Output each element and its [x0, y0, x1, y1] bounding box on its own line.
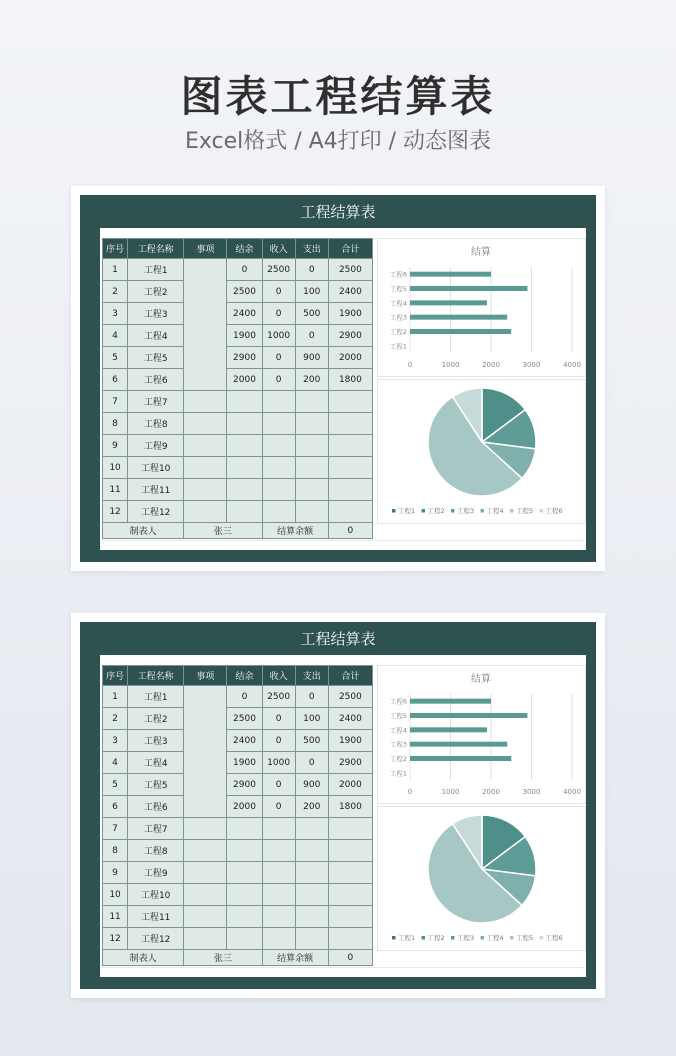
table-row [103, 479, 373, 501]
table-cell[interactable] [262, 479, 295, 501]
table-cell[interactable]: 0 [262, 796, 295, 818]
legend-swatch [422, 936, 426, 940]
legend-label: 工程6 [545, 934, 563, 942]
table-cell[interactable]: 0 [262, 347, 295, 369]
table-cell[interactable]: 100 [295, 708, 328, 730]
table-cell[interactable]: 工程7 [128, 391, 184, 413]
table-cell[interactable]: 1900 [227, 752, 262, 774]
table-cell[interactable]: 0 [295, 686, 328, 708]
table-cell[interactable] [295, 457, 328, 479]
table-row [103, 730, 373, 752]
legend-label: 工程4 [486, 507, 504, 515]
column-header[interactable]: 工程名称 [128, 239, 184, 259]
table-cell[interactable]: 1 [103, 259, 128, 281]
legend-label: 工程4 [486, 934, 504, 942]
table-cell[interactable] [328, 391, 372, 413]
table-cell[interactable]: 1800 [328, 796, 372, 818]
table-cell[interactable] [184, 413, 227, 435]
table-cell[interactable] [328, 906, 372, 928]
y-category-label: 工程1 [389, 769, 407, 778]
column-header[interactable]: 收入 [262, 239, 295, 259]
table-cell[interactable] [262, 413, 295, 435]
table-row [103, 686, 373, 708]
table-cell[interactable] [295, 862, 328, 884]
table-cell[interactable]: 1000 [262, 325, 295, 347]
bar [410, 315, 507, 320]
table-cell[interactable] [262, 840, 295, 862]
legend-swatch [510, 509, 514, 513]
table-cell[interactable]: 2900 [227, 347, 262, 369]
sheet-preview-card [71, 613, 605, 998]
balance-value[interactable]: 0 [328, 950, 372, 966]
x-tick-label: 2000 [482, 788, 500, 796]
table-cell[interactable]: 10 [103, 884, 128, 906]
table-cell[interactable] [184, 884, 227, 906]
legend-label: 工程3 [457, 507, 475, 515]
table-cell[interactable]: 2900 [328, 325, 372, 347]
table-row [103, 818, 373, 840]
table-cell[interactable] [295, 391, 328, 413]
bar-chart-title: 结算 [471, 247, 491, 258]
column-header[interactable]: 结余 [227, 239, 262, 259]
table-cell[interactable]: 工程1 [128, 259, 184, 281]
legend-swatch [422, 509, 426, 513]
x-tick-label: 1000 [441, 788, 460, 796]
table-row [103, 413, 373, 435]
table-row [103, 501, 373, 523]
table-cell[interactable]: 200 [295, 369, 328, 391]
table-cell[interactable] [184, 457, 227, 479]
pie-chart-svg [378, 380, 585, 523]
table-cell[interactable] [184, 928, 227, 950]
table-cell[interactable]: 11 [103, 906, 128, 928]
column-header[interactable]: 支出 [295, 666, 328, 686]
legend-label: 工程1 [398, 507, 416, 515]
sheet-title: 工程结算表 [300, 203, 376, 221]
table-cell[interactable]: 0 [262, 774, 295, 796]
table-cell[interactable] [328, 435, 372, 457]
table-cell[interactable] [295, 906, 328, 928]
y-category-label: 工程6 [389, 270, 407, 279]
table-cell[interactable]: 6 [103, 796, 128, 818]
table-cell[interactable]: 6 [103, 369, 128, 391]
table-cell[interactable]: 2400 [328, 708, 372, 730]
legend-swatch [451, 509, 455, 513]
table-cell[interactable]: 0 [295, 752, 328, 774]
bar [410, 756, 511, 761]
legend-swatch [481, 936, 485, 940]
sheet-body [100, 655, 586, 977]
table-cell[interactable] [328, 501, 372, 523]
bar-chart-svg [378, 239, 585, 376]
table-cell[interactable] [184, 840, 227, 862]
table-row [103, 435, 373, 457]
table-cell[interactable]: 0 [262, 303, 295, 325]
table-cell[interactable] [328, 457, 372, 479]
table-cell[interactable] [184, 862, 227, 884]
bar [410, 742, 507, 747]
table-cell[interactable] [262, 391, 295, 413]
table-cell[interactable]: 工程2 [128, 708, 184, 730]
table-cell[interactable] [262, 906, 295, 928]
table-cell[interactable]: 0 [262, 730, 295, 752]
table-cell[interactable]: 2000 [328, 347, 372, 369]
y-category-label: 工程4 [389, 726, 407, 735]
table-cell[interactable]: 5 [103, 347, 128, 369]
bar [410, 286, 527, 291]
table-row [103, 774, 373, 796]
table-cell[interactable] [184, 686, 227, 818]
legend-label: 工程2 [427, 934, 445, 942]
table-cell[interactable]: 工程9 [128, 435, 184, 457]
table-cell[interactable]: 工程10 [128, 457, 184, 479]
table-cell[interactable]: 3 [103, 730, 128, 752]
sheet-preview-card [71, 186, 605, 571]
table-cell[interactable] [227, 928, 262, 950]
column-header[interactable]: 支出 [295, 239, 328, 259]
table-footer-row [103, 523, 373, 539]
table-cell[interactable]: 2500 [227, 708, 262, 730]
table-cell[interactable]: 工程3 [128, 730, 184, 752]
page-title: 图表工程结算表 [180, 72, 496, 121]
table-cell[interactable]: 工程9 [128, 862, 184, 884]
table-cell[interactable]: 工程10 [128, 884, 184, 906]
table-cell[interactable]: 2900 [227, 774, 262, 796]
table-cell[interactable]: 2000 [227, 369, 262, 391]
settlement-table [102, 665, 373, 966]
table-cell[interactable]: 200 [295, 796, 328, 818]
table-row [103, 752, 373, 774]
settlement-table [102, 238, 373, 539]
table-cell[interactable] [295, 435, 328, 457]
table-cell[interactable]: 11 [103, 479, 128, 501]
table-cell[interactable]: 2500 [328, 259, 372, 281]
legend-swatch [451, 936, 455, 940]
table-row [103, 369, 373, 391]
bar [410, 272, 491, 277]
legend-swatch [392, 509, 396, 513]
table-cell[interactable]: 工程1 [128, 686, 184, 708]
table-cell[interactable]: 0 [262, 369, 295, 391]
legend-label: 工程6 [545, 507, 563, 515]
legend-swatch [392, 936, 396, 940]
column-header[interactable]: 序号 [103, 239, 128, 259]
legend-label: 工程5 [516, 507, 534, 515]
y-category-label: 工程2 [389, 755, 407, 763]
x-tick-label: 4000 [563, 788, 581, 796]
x-tick-label: 0 [407, 361, 413, 369]
bar [410, 713, 527, 718]
sheet-bottom-strip [102, 540, 584, 547]
table-cell[interactable] [295, 501, 328, 523]
table-cell[interactable] [227, 391, 262, 413]
y-category-label: 工程5 [389, 285, 407, 293]
table-cell[interactable]: 3 [103, 303, 128, 325]
sheet-title: 工程结算表 [300, 630, 376, 648]
table-row [103, 906, 373, 928]
pie-chart-svg [378, 807, 585, 950]
table-cell[interactable] [227, 818, 262, 840]
table-cell[interactable]: 工程3 [128, 303, 184, 325]
table-cell[interactable]: 工程8 [128, 413, 184, 435]
y-category-label: 工程6 [389, 697, 407, 706]
bar [410, 727, 487, 732]
table-cell[interactable]: 2 [103, 281, 128, 303]
table-cell[interactable]: 7 [103, 391, 128, 413]
table-cell[interactable]: 500 [295, 303, 328, 325]
table-cell[interactable]: 工程5 [128, 774, 184, 796]
table-cell[interactable] [328, 818, 372, 840]
legend-label: 工程3 [457, 934, 475, 942]
table-cell[interactable] [295, 413, 328, 435]
table-cell[interactable]: 2500 [262, 686, 295, 708]
table-cell[interactable]: 12 [103, 928, 128, 950]
legend-label: 工程1 [398, 934, 416, 942]
table-cell[interactable] [184, 391, 227, 413]
sheet-bottom-strip [102, 967, 584, 974]
bar [410, 699, 491, 704]
y-category-label: 工程3 [389, 740, 407, 749]
table-cell[interactable] [262, 435, 295, 457]
table-cell[interactable] [328, 413, 372, 435]
table-cell[interactable]: 工程11 [128, 479, 184, 501]
table-cell[interactable]: 工程4 [128, 752, 184, 774]
x-tick-label: 2000 [482, 361, 500, 369]
table-cell[interactable] [295, 928, 328, 950]
balance-label[interactable]: 结算余额 [262, 950, 328, 966]
bar [410, 300, 487, 305]
table-cell[interactable]: 1900 [328, 730, 372, 752]
table-row [103, 259, 373, 281]
table-cell[interactable]: 0 [295, 325, 328, 347]
table-cell[interactable]: 2500 [328, 686, 372, 708]
table-cell[interactable] [227, 435, 262, 457]
table-cell[interactable]: 2 [103, 708, 128, 730]
table-cell[interactable]: 1800 [328, 369, 372, 391]
y-category-label: 工程2 [389, 328, 407, 336]
table-cell[interactable]: 900 [295, 774, 328, 796]
pie-chart [377, 379, 586, 524]
y-category-label: 工程4 [389, 299, 407, 308]
column-header[interactable]: 合计 [328, 666, 372, 686]
table-cell[interactable]: 4 [103, 752, 128, 774]
table-cell[interactable] [295, 840, 328, 862]
balance-value[interactable]: 0 [328, 523, 372, 539]
table-cell[interactable] [184, 501, 227, 523]
table-footer-row [103, 950, 373, 966]
table-cell[interactable]: 工程7 [128, 818, 184, 840]
x-tick-label: 3000 [522, 788, 541, 796]
table-cell[interactable]: 2400 [227, 730, 262, 752]
bar-chart-title: 结算 [471, 674, 491, 685]
table-cell[interactable] [227, 906, 262, 928]
balance-label[interactable]: 结算余额 [262, 523, 328, 539]
table-cell[interactable]: 8 [103, 840, 128, 862]
table-row [103, 347, 373, 369]
table-cell[interactable]: 工程8 [128, 840, 184, 862]
table-cell[interactable] [262, 501, 295, 523]
maker-label[interactable]: 制表人 [103, 950, 184, 966]
column-header[interactable]: 结余 [227, 666, 262, 686]
table-cell[interactable] [262, 928, 295, 950]
column-header[interactable]: 工程名称 [128, 666, 184, 686]
table-row [103, 708, 373, 730]
table-cell[interactable]: 2000 [227, 796, 262, 818]
column-header[interactable]: 事项 [184, 239, 227, 259]
table-row [103, 457, 373, 479]
table-cell[interactable] [184, 259, 227, 391]
table-row [103, 796, 373, 818]
table-cell[interactable] [295, 479, 328, 501]
table-cell[interactable]: 2400 [227, 303, 262, 325]
table-cell[interactable]: 9 [103, 435, 128, 457]
table-cell[interactable]: 1900 [227, 325, 262, 347]
table-cell[interactable]: 工程12 [128, 928, 184, 950]
table-cell[interactable]: 7 [103, 818, 128, 840]
table-row [103, 325, 373, 347]
maker-label[interactable]: 制表人 [103, 523, 184, 539]
table-cell[interactable]: 10 [103, 457, 128, 479]
table-cell[interactable]: 2000 [328, 774, 372, 796]
table-cell[interactable] [227, 884, 262, 906]
table-row [103, 281, 373, 303]
table-cell[interactable]: 2500 [262, 259, 295, 281]
table-cell[interactable] [184, 479, 227, 501]
table-cell[interactable] [227, 457, 262, 479]
column-header[interactable]: 序号 [103, 666, 128, 686]
table-header-row [103, 666, 373, 686]
bar-chart-svg [378, 666, 585, 803]
table-cell[interactable] [328, 479, 372, 501]
table-cell[interactable] [227, 840, 262, 862]
table-cell[interactable] [295, 884, 328, 906]
table-cell[interactable]: 工程4 [128, 325, 184, 347]
legend-label: 工程2 [427, 507, 445, 515]
table-row [103, 928, 373, 950]
table-cell[interactable] [262, 818, 295, 840]
table-cell[interactable]: 2400 [328, 281, 372, 303]
table-row [103, 884, 373, 906]
table-cell[interactable]: 9 [103, 862, 128, 884]
y-category-label: 工程5 [389, 712, 407, 720]
legend-swatch [481, 509, 485, 513]
legend-swatch [540, 936, 544, 940]
table-cell[interactable] [184, 435, 227, 457]
x-tick-label: 3000 [522, 361, 541, 369]
table-cell[interactable] [184, 818, 227, 840]
table-row [103, 303, 373, 325]
table-cell[interactable] [184, 906, 227, 928]
sheet-frame [80, 622, 596, 989]
page-subtitle: Excel格式 / A4打印 / 动态图表 [184, 129, 492, 154]
sheet-frame [80, 195, 596, 562]
legend-swatch [510, 936, 514, 940]
column-header[interactable]: 收入 [262, 666, 295, 686]
table-cell[interactable]: 工程2 [128, 281, 184, 303]
column-header[interactable]: 合计 [328, 239, 372, 259]
column-header[interactable]: 事项 [184, 666, 227, 686]
table-cell[interactable] [227, 501, 262, 523]
table-cell[interactable]: 1900 [328, 303, 372, 325]
table-cell[interactable] [262, 862, 295, 884]
table-cell[interactable]: 工程5 [128, 347, 184, 369]
pie-chart [377, 806, 586, 951]
y-category-label: 工程3 [389, 313, 407, 322]
table-cell[interactable]: 0 [262, 708, 295, 730]
table-header-row [103, 239, 373, 259]
table-cell[interactable] [227, 862, 262, 884]
x-tick-label: 0 [407, 788, 413, 796]
bar [410, 329, 511, 334]
table-row [103, 862, 373, 884]
table-cell[interactable]: 2500 [227, 281, 262, 303]
table-cell[interactable] [328, 862, 372, 884]
table-cell[interactable] [295, 818, 328, 840]
table-cell[interactable]: 工程6 [128, 796, 184, 818]
table-cell[interactable]: 0 [227, 259, 262, 281]
bar-chart [377, 238, 586, 377]
table-cell[interactable] [227, 479, 262, 501]
table-cell[interactable]: 工程11 [128, 906, 184, 928]
table-cell[interactable]: 工程6 [128, 369, 184, 391]
table-cell[interactable] [328, 928, 372, 950]
table-cell[interactable]: 0 [262, 281, 295, 303]
bar-chart [377, 665, 586, 804]
table-cell[interactable] [328, 884, 372, 906]
table-row [103, 391, 373, 413]
y-category-label: 工程1 [389, 342, 407, 351]
table-cell[interactable]: 4 [103, 325, 128, 347]
table-cell[interactable]: 2900 [328, 752, 372, 774]
table-row [103, 840, 373, 862]
table-cell[interactable] [227, 413, 262, 435]
table-cell[interactable]: 500 [295, 730, 328, 752]
maker-name[interactable]: 张三 [184, 950, 262, 966]
table-cell[interactable]: 1000 [262, 752, 295, 774]
maker-name[interactable]: 张三 [184, 523, 262, 539]
x-tick-label: 4000 [563, 361, 581, 369]
table-cell[interactable]: 900 [295, 347, 328, 369]
table-cell[interactable]: 工程12 [128, 501, 184, 523]
table-cell[interactable]: 0 [295, 259, 328, 281]
legend-label: 工程5 [516, 934, 534, 942]
table-cell[interactable] [328, 840, 372, 862]
legend-swatch [540, 509, 544, 513]
table-cell[interactable]: 1 [103, 686, 128, 708]
table-cell[interactable] [262, 884, 295, 906]
table-cell[interactable]: 12 [103, 501, 128, 523]
table-cell[interactable]: 0 [227, 686, 262, 708]
x-tick-label: 1000 [441, 361, 460, 369]
table-cell[interactable]: 8 [103, 413, 128, 435]
table-cell[interactable] [262, 457, 295, 479]
sheet-body [100, 228, 586, 550]
table-cell[interactable]: 100 [295, 281, 328, 303]
table-cell[interactable]: 5 [103, 774, 128, 796]
